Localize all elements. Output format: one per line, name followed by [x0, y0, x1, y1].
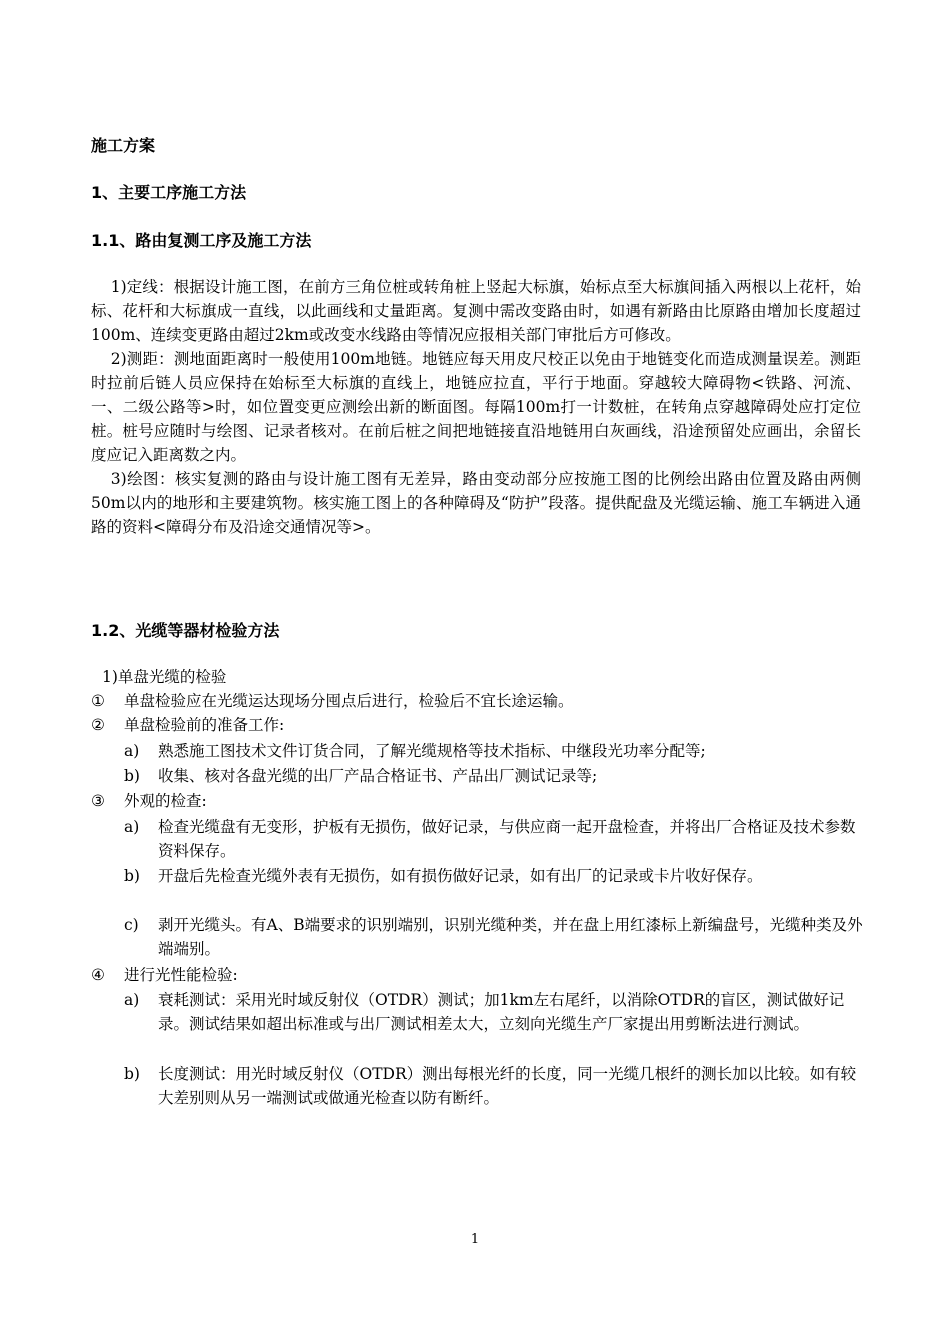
list-item-2b: 收集、核对各盘光缆的出厂产品合格证书、产品出厂测试记录等; [158, 767, 598, 785]
section-heading-1-2: 1.2、光缆等器材检验方法 [91, 621, 280, 640]
list-item-3b: 开盘后先检查光缆外表有无损伤，如有损伤做好记录，如有出厂的记录或卡片收好保存。 [158, 867, 763, 885]
list-item-2a: 熟悉施工图技术文件订货合同，了解光缆规格等技术指标、中继段光功率分配等; [158, 742, 706, 760]
paragraph-dingxian: 1)定线：根据设计施工图，在前方三角位桩或转角桩上竖起大标旗，始标点至大标旗间插入两根以上花杆，始标、花杆和大标旗成一直线，以此画线和丈量距离。复测中需改变路由时，如遇有新路由比原路由增加长度超过100m、连续变更路由超过2km或改变水线路由等情况应报相关部门审批后方可修改。 [91, 278, 861, 344]
document-title: 施工方案 [91, 136, 156, 155]
list-letter-2a: a) [124, 742, 140, 760]
page-number: 1 [470, 1232, 480, 1247]
list-number-3: ③ [91, 792, 105, 810]
list-item-3: 外观的检查: [124, 792, 207, 810]
section-heading-1: 1、主要工序施工方法 [91, 183, 247, 202]
list-item-2: 单盘检验前的准备工作: [124, 716, 285, 734]
list-item-3a: 检查光缆盘有无变形，护板有无损伤，做好记录，与供应商一起开盘检查，并将出厂合格证及技术参数资料保存。 [158, 818, 856, 860]
section-heading-1-1: 1.1、路由复测工序及施工方法 [91, 231, 312, 250]
paragraph-huitu: 3)绘图：核实复测的路由与设计施工图有无差异，路由变动部分应按施工图的比例绘出路由位置及路由两侧50m以内的地形和主要建筑物。核实施工图上的各种障碍及“防护”段落。提供配盘及光缆运输、施工车辆进入通路的资料<障碍分布及沿途交通情况等>。 [91, 470, 861, 536]
list-letter-3a: a) [124, 818, 140, 836]
paragraph-ceju: 2)测距：测地面距离时一般使用100m地链。地链应每天用皮尺校正以免由于地链变化而造成测量误差。测距时拉前后链人员应保持在始标至大标旗的直线上，地链应拉直，平行于地面。穿越较大障碍物<铁路、河流、一、二级公路等>时，如位置变更应测绘出新的断面图。每隔100m打一计数桩，在转角点穿越障碍处应打定位桩。桩号应随时与绘图、记录者核对。在前后桩之间把地链接直沿地链用白灰画线，沿途预留处应画出，余留长度应记入距离数之内。 [91, 350, 861, 464]
list-letter-2b: b) [124, 767, 140, 785]
list-item-4b: 长度测试：用光时域反射仪（OTDR）测出每根光纤的长度，同一光缆几根纤的测长加以比较。如有较大差别则从另一端测试或做通光检查以防有断纤。 [158, 1065, 857, 1107]
list-item-4a: 衰耗测试：采用光时域反射仪（OTDR）测试；加1km左右尾纤，以消除OTDR的盲区，测试做好记录。测试结果如超出标准或与出厂测试相差太大，立刻向光缆生产厂家提出用剪断法进行测试。 [158, 991, 845, 1033]
list-item-3c: 剥开光缆头。有A、B端要求的识别端别，识别光缆种类，并在盘上用红漆标上新编盘号，光缆种类及外端端别。 [158, 916, 863, 958]
list-number-4: ④ [91, 966, 105, 984]
list-number-2: ② [91, 716, 105, 734]
section-1-1-body [91, 275, 861, 539]
list-letter-3b: b) [124, 867, 140, 885]
list-item-1: 单盘检验应在光缆运达现场分囤点后进行，检验后不宜长途运输。 [124, 692, 574, 710]
subheading-single-reel-inspection: 1)单盘光缆的检验 [102, 668, 227, 686]
list-letter-3c: c) [124, 916, 139, 934]
list-number-1: ① [91, 692, 105, 710]
list-letter-4a: a) [124, 991, 140, 1009]
list-letter-4b: b) [124, 1065, 140, 1083]
list-item-4: 进行光性能检验: [124, 966, 238, 984]
